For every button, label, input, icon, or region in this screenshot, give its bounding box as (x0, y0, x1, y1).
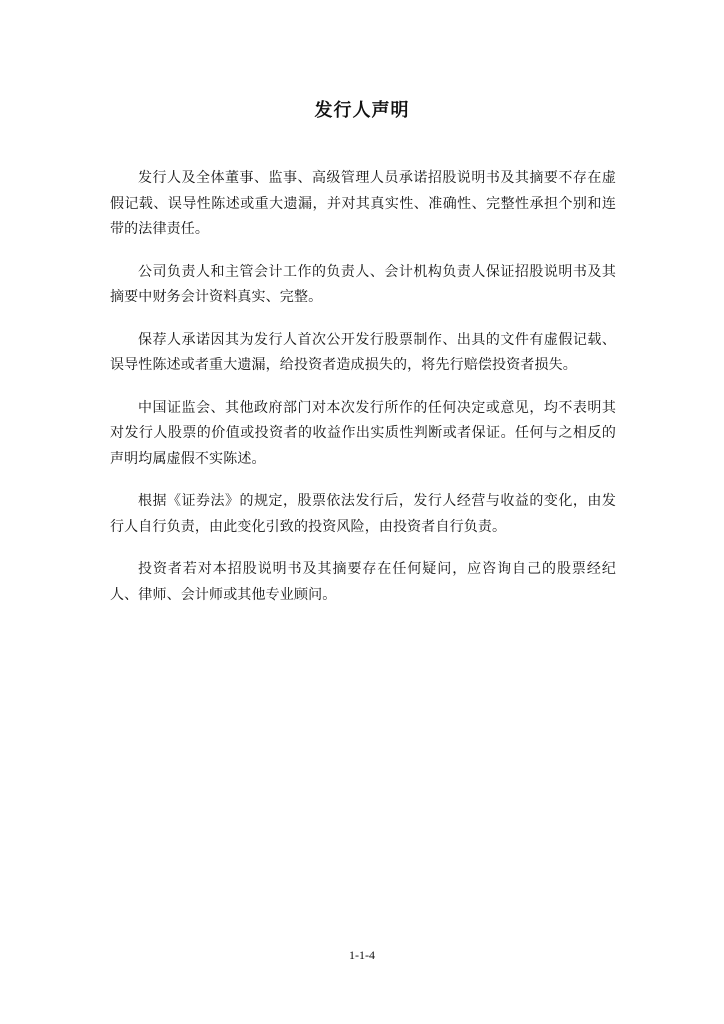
paragraph-issuer-commitment: 发行人及全体董事、监事、高级管理人员承诺招股说明书及其摘要不存在虚假记载、误导性陈述或重大遗漏，并对其真实性、准确性、完整性承担个别和连带的法律责任。 (110, 170, 616, 237)
page-number: 1-1-4 (349, 948, 375, 962)
paragraph-sponsor-commitment: 保荐人承诺因其为发行人首次公开发行股票制作、出具的文件有虚假记载、误导性陈述或者重大遗漏，给投资者造成损失的，将先行赔偿投资者损失。 (110, 331, 616, 373)
declaration-body (110, 166, 616, 625)
paragraph-investor-advice: 投资者若对本招股说明书及其摘要存在任何疑问，应咨询自己的股票经纪人、律师、会计师或其他专业顾问。 (110, 561, 616, 603)
page-title: 发行人声明 (314, 100, 410, 121)
paragraph-securities-law: 根据《证券法》的规定，股票依法发行后，发行人经营与收益的变化，由发行人自行负责，由此变化引致的投资风险，由投资者自行负责。 (110, 493, 616, 535)
paragraph-financial-guarantee: 公司负责人和主管会计工作的负责人、会计机构负责人保证招股说明书及其摘要中财务会计资料真实、完整。 (110, 263, 616, 305)
paragraph-regulator-disclaimer: 中国证监会、其他政府部门对本次发行所作的任何决定或意见，均不表明其对发行人股票的价值或投资者的收益作出实质性判断或者保证。任何与之相反的声明均属虚假不实陈述。 (110, 399, 616, 467)
